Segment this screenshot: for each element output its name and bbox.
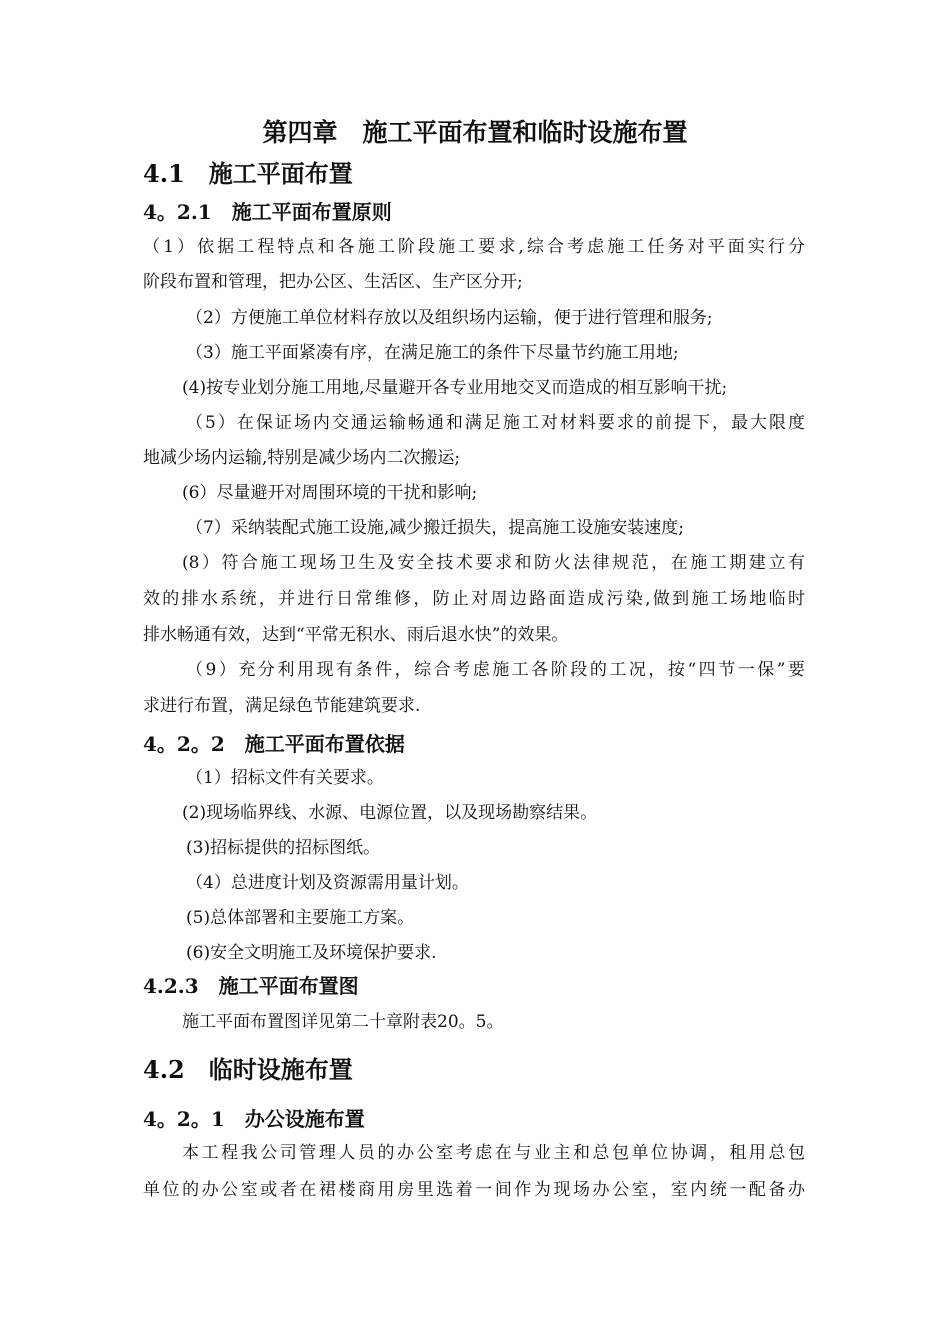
subsection-heading-office: 4。2。1 办公设施布置: [143, 1107, 365, 1131]
paragraph-line: 求进行布置，满足绿色节能建筑要求.: [143, 696, 421, 716]
list-item: (5)总体部署和主要施工方案。: [186, 908, 415, 928]
paragraph-line: 效的排水系统，并进行日常维修，防止对周边路面造成污染,做到施工场地临时: [143, 589, 805, 609]
list-item: (3)招标提供的招标图纸。: [186, 838, 381, 858]
list-item: （4）总进度计划及资源需用量计划。: [186, 873, 469, 893]
paragraph-line: （9）充分利用现有条件，综合考虑施工各阶段的工况，按“四节一保”要: [186, 660, 805, 680]
list-item: (6)安全文明施工及环境保护要求.: [186, 943, 437, 963]
paragraph-line: 阶段布置和管理，把办公区、生活区、生产区分开;: [143, 272, 523, 292]
paragraph-line: （5）在保证场内交通运输畅通和满足施工对材料要求的前提下，最大限度: [186, 413, 805, 433]
paragraph-line: (6）尽量避开对周围环境的干扰和影响;: [182, 483, 478, 503]
paragraph-line: (8）符合施工现场卫生及安全技术要求和防火法律规范，在施工期建立有: [182, 553, 805, 573]
paragraph-line: （3）施工平面紧凑有序，在满足施工的条件下尽量节约施工用地;: [186, 343, 679, 363]
paragraph-line: (4)按专业划分施工用地,尽量避开各专业用地交叉而造成的相互影响干扰;: [182, 378, 728, 398]
subsection-heading-basis: 4。2。2 施工平面布置依据: [143, 732, 405, 756]
section-heading-4-2: 4.2 临时设施布置: [143, 1055, 353, 1084]
subsection-heading-principles: 4。2.1 施工平面布置原则: [143, 200, 392, 224]
list-item: （1）招标文件有关要求。: [186, 768, 384, 788]
paragraph-line: （2）方便施工单位材料存放以及组织场内运输，便于进行管理和服务;: [186, 308, 713, 328]
paragraph-line: 地减少场内运输,特别是减少场内二次搬运;: [143, 448, 461, 468]
paragraph-line: 施工平面布置图详见第二十章附表20。5。: [182, 1012, 504, 1032]
chapter-title: 第四章 施工平面布置和临时设施布置: [262, 118, 688, 147]
list-item: (2)现场临界线、水源、电源位置，以及现场勘察结果。: [182, 803, 598, 823]
subsection-heading-layout-plan: 4.2.3 施工平面布置图: [143, 974, 359, 998]
paragraph-line: 本工程我公司管理人员的办公室考虑在与业主和总包单位协调，租用总包: [182, 1143, 805, 1163]
paragraph-line: 排水畅通有效，达到“平常无积水、雨后退水快”的效果。: [143, 625, 569, 645]
paragraph-line: （1）依据工程特点和各施工阶段施工要求,综合考虑施工任务对平面实行分: [143, 237, 805, 257]
paragraph-line: 单位的办公室或者在裙楼商用房里选着一间作为现场办公室，室内统一配备办: [143, 1180, 805, 1200]
paragraph-line: （7）采纳装配式施工设施,减少搬迁损失，提高施工设施安装速度;: [186, 518, 684, 538]
section-heading-4-1: 4.1 施工平面布置: [143, 159, 353, 188]
